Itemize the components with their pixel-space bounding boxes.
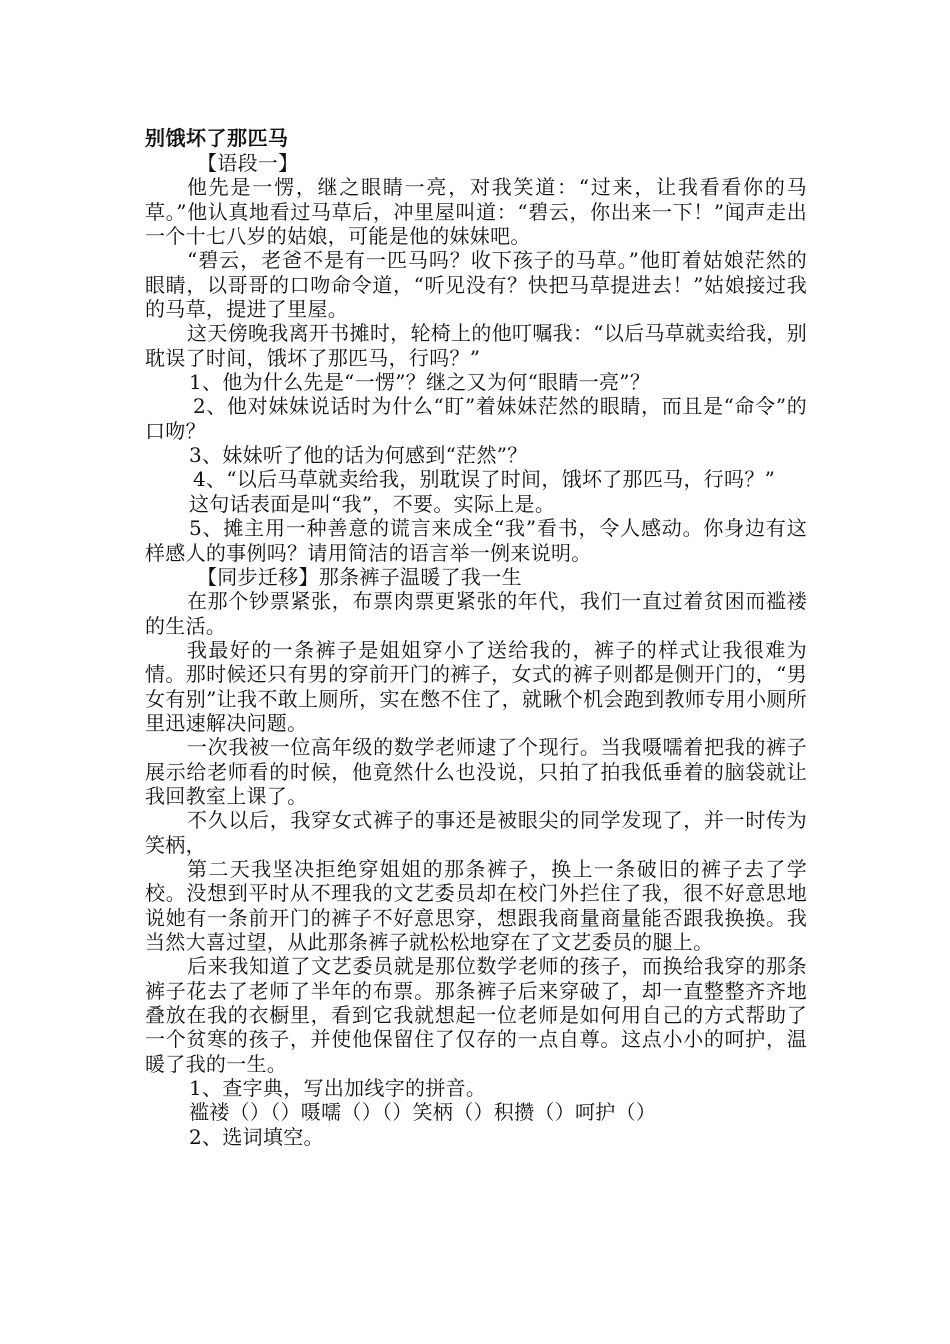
question-4-prompt: 这句话表面是叫“我”，不要。实际上是。 bbox=[189, 491, 556, 516]
document-title: 别饿坏了那匹马 bbox=[145, 126, 289, 150]
question-3: 3、妹妹听了他的话为何感到“茫然”？ bbox=[189, 443, 528, 468]
section1-label: 【语段一】 bbox=[197, 151, 299, 175]
question-4: 4、“以后马草就卖给我，别耽误了时间，饿坏了那匹马，行吗？” bbox=[193, 467, 776, 492]
section2-paragraph: 一次我被一位高年级的数学老师逮了个现行。当我嗫嚅着把我的裤子展示给老师看的时候，他竟然什么也没说，只拍了拍我低垂着的脑袋就让我回教室上课了。 bbox=[145, 735, 807, 808]
section1-paragraph: 他先是一愣，继之眼睛一亮，对我笑道：“过来，让我看看你的马草。”他认真地看过马草后，冲里屋叫道：“碧云，你出来一下！”闻声走出一个十七八岁的姑娘，可能是他的妹妹吧。 bbox=[145, 175, 807, 249]
section2-paragraph: 第二天我坚决拒绝穿姐姐的那条裤子，换上一条破旧的裤子去了学校。没想到平时从不理我的文艺委员却在校门外拦住了我，很不好意思地说她有一条前开门的裤子不好意思穿，想跟我商量商量能否跟我换换。我当然大喜过望，从此那条裤子就松松地穿在了文艺委员的腿上。 bbox=[145, 856, 807, 954]
question-5: 5、摊主用一种善意的谎言来成全“我”看书，令人感动。你身边有这样感人的事例吗？请用简洁的语言举一例来说明。 bbox=[145, 516, 807, 565]
section2-paragraph: 后来我知道了文艺委员就是那位数学老师的孩子，而换给我穿的那条裤子花去了老师了半年的布票。那条裤子后来穿破了，却一直整整齐齐地叠放在我的衣橱里，看到它我就想起一位老师是如何用自己的方式帮助了一个贫寒的孩子，并使他保留住了仅存的一点自尊。这点小小的呵护，温暖了我的一生。 bbox=[145, 954, 807, 1076]
question-1: 1、他为什么先是“一愣”？继之又为何“眼睛一亮”？ bbox=[189, 370, 651, 395]
section1-paragraph: 这天傍晚我离开书摊时，轮椅上的他叮嘱我：“以后马草就卖给我，别耽误了时间，饿坏了那匹马，行吗？” bbox=[145, 321, 807, 370]
section2-paragraph: 不久以后，我穿女式裤子的事还是被眼尖的同学发现了，并一时传为笑柄， bbox=[145, 808, 807, 857]
exercise-1-items: 褴褛（）（）嗫嚅（）（）笑柄（）积攒（）呵护（） bbox=[189, 1100, 657, 1125]
section1-paragraph: “碧云，老爸不是有一匹马吗？收下孩子的马草。”他盯着姑娘茫然的眼睛，以哥哥的口吻命令道，“听见没有？快把马草提进去！”姑娘接过我的马草，提进了里屋。 bbox=[145, 248, 807, 322]
exercise-1: 1、查字典，写出加线字的拼音。 bbox=[189, 1076, 487, 1101]
question-2: 2、他对妹妹说话时为什么“盯”着妹妹茫然的眼睛，而且是“命令”的口吻？ bbox=[145, 394, 807, 443]
document-body bbox=[145, 126, 807, 1149]
exercise-2: 2、选词填空。 bbox=[189, 1124, 324, 1149]
section2-paragraph: 在那个钞票紧张，布票肉票更紧张的年代，我们一直过着贫困而褴褛的生活。 bbox=[145, 589, 807, 638]
section2-paragraph: 我最好的一条裤子是姐姐穿小了送给我的，裤子的样式让我很难为情。那时候还只有男的穿前开门的裤子，女式的裤子则都是侧开门的，“男女有别”让我不敢上厕所，实在憋不住了，就瞅个机会跑到教师专用小厕所里迅速解决问题。 bbox=[145, 637, 807, 735]
section2-label: 【同步迁移】那条裤子温暖了我一生 bbox=[197, 564, 522, 589]
